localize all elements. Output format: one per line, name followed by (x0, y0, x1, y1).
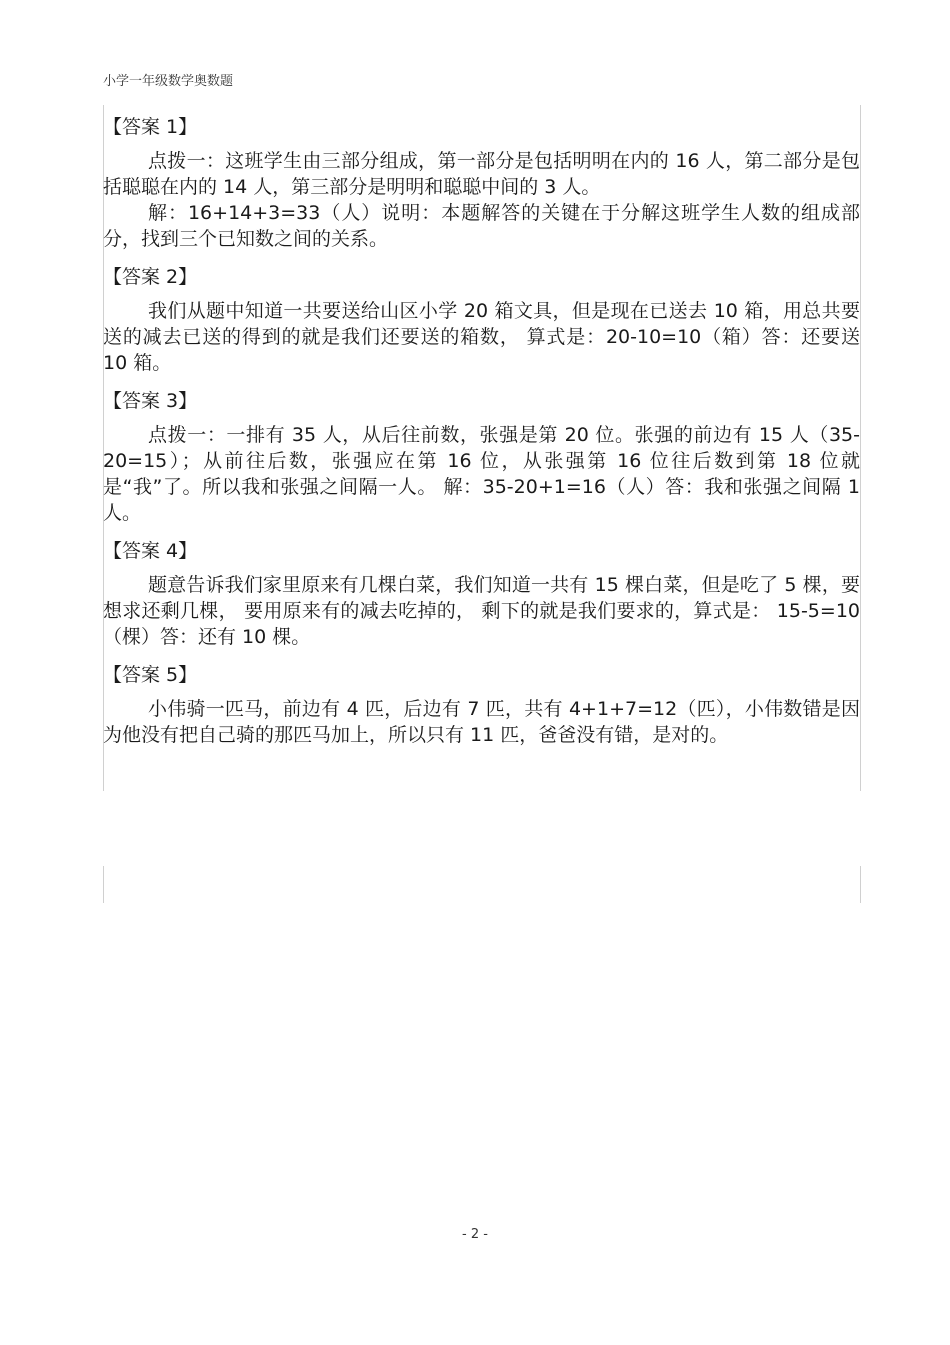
answer-paragraph: 题意告诉我们家里原来有几棵白菜，我们知道一共有 15 棵白菜，但是吃了 5 棵，要想求还剩几棵， 要用原来有的减去吃掉的， 剩下的就是我们要求的，算式是： 15-5=10（棵）答：还有 10 棵。 (103, 574, 860, 648)
answer-block-4 (103, 538, 860, 650)
answer-paragraph: 点拨一：这班学生由三部分组成，第一部分是包括明明在内的 16 人，第二部分是包括聪聪在内的 14 人，第三部分是明明和聪聪中间的 3 人。 (103, 150, 860, 198)
answer-block-1 (103, 114, 860, 252)
frame-right-line-lower (860, 866, 861, 903)
answer-block-5 (103, 662, 860, 748)
answer-heading: 【答案 2】 (103, 266, 198, 288)
answer-section (103, 114, 860, 760)
answer-body (103, 148, 860, 252)
answer-heading: 【答案 5】 (103, 664, 198, 686)
answer-heading: 【答案 4】 (103, 540, 198, 562)
answer-heading: 【答案 3】 (103, 390, 198, 412)
answer-body (103, 572, 860, 650)
answer-block-2 (103, 264, 860, 376)
page-number: - 2 - (462, 1227, 488, 1242)
frame-left-line-lower (103, 866, 104, 903)
answer-body (103, 422, 860, 526)
answer-paragraph: 我们从题中知道一共要送给山区小学 20 箱文具，但是现在已送去 10 箱，用总共要送的减去已送的得到的就是我们还要送的箱数， 算式是：20-10=10（箱）答：还要送 10 箱。 (103, 300, 860, 374)
answer-body (103, 696, 860, 748)
answer-heading: 【答案 1】 (103, 116, 198, 138)
answer-paragraph: 点拨一：一排有 35 人，从后往前数，张强是第 20 位。张强的前边有 15 人（35-20=15）；从前往后数，张强应在第 16 位，从张强第 16 位往后数到第 18 位就是“我”了。所以我和张强之间隔一人。 解：35-20+1=16（人）答：我和张强之间隔 1 人。 (103, 424, 860, 524)
frame-right-line (860, 105, 861, 791)
answer-paragraph: 解：16+14+3=33（人）说明：本题解答的关键在于分解这班学生人数的组成部分，找到三个已知数之间的关系。 (103, 202, 860, 250)
answer-block-3 (103, 388, 860, 526)
answer-paragraph: 小伟骑一匹马，前边有 4 匹，后边有 7 匹，共有 4+1+7=12（匹），小伟数错是因为他没有把自己骑的那匹马加上，所以只有 11 匹，爸爸没有错，是对的。 (103, 698, 860, 746)
running-header: 小学一年级数学奥数题 (103, 74, 234, 89)
answer-body (103, 298, 860, 376)
